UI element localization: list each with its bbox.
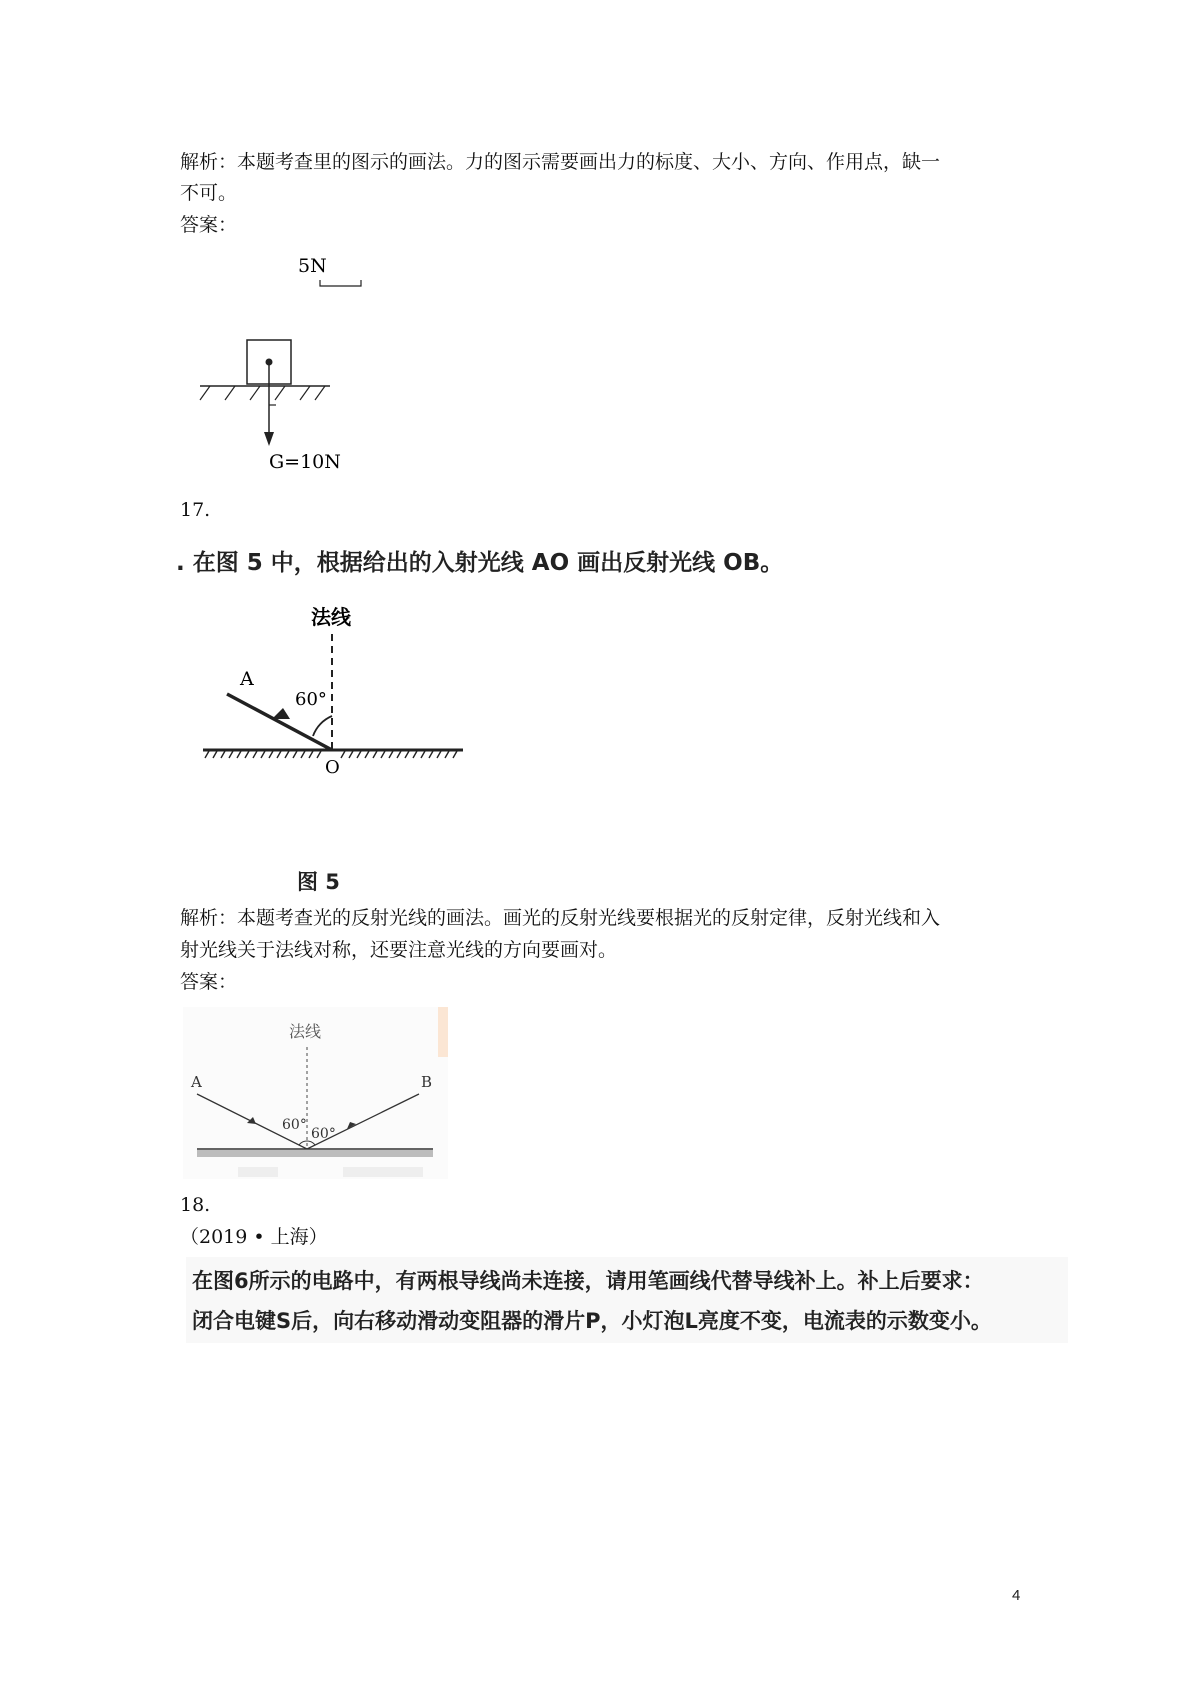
answer-normal-label: 法线 [289,1022,322,1041]
angle-label: 60° [295,689,327,710]
scale-bar [320,280,361,286]
scan-artifact [438,1007,448,1057]
figure-5-caption: 图 5 [297,870,340,894]
question-18-number: 18. [180,1194,211,1216]
question-17-prompt: . 在图 5 中，根据给出的入射光线 AO 画出反射光线 OB。 [176,550,784,576]
analysis-17-line1: 解析：本题考查光的反射光线的画法。画光的反射光线要根据光的反射定律，反射光线和入 [180,907,941,929]
answer-incident-arrowhead [247,1117,256,1124]
gravity-label: G=10N [269,451,341,473]
ground-hatching [200,386,325,400]
point-o-label: O [325,757,340,778]
answer-angle-right: 60° [311,1126,336,1142]
question-18-prompt-box [186,1257,1068,1343]
question-18-prompt-line2: 闭合电键S后，向右移动滑动变阻器的滑片P，小灯泡L亮度不变，电流表的示数变小。 [192,1309,992,1333]
force-diagram-figure [180,248,375,483]
answer-label-17: 答案： [180,971,238,993]
scale-label: 5N [298,255,327,277]
analysis-16-line1: 解析：本题考查里的图示的画法。力的图示需要画出力的标度、大小、方向、作用点，缺一 [180,151,941,173]
answer-point-a: A [191,1073,202,1091]
gravity-arrowhead [264,432,274,446]
angle-arc [313,716,332,736]
question-17-number: 17. [180,499,211,521]
analysis-16-line2: 不可。 [180,182,238,204]
reflection-question-figure [195,600,475,780]
reflection-answer-figure [183,1007,448,1179]
page-number: 4 [1012,1587,1021,1604]
question-18-prompt-line1: 在图6所示的电路中，有两根导线尚未连接，请用笔画线代替导线补上。补上后要求： [192,1269,984,1293]
analysis-17-line2: 射光线关于法线对称，还要注意光线的方向要画对。 [180,939,618,961]
answer-mirror-hatching [197,1150,433,1157]
scan-artifact-2 [238,1167,278,1177]
normal-label: 法线 [311,605,351,629]
question-18-source: （2019 • 上海） [180,1226,328,1248]
incident-arrowhead [272,708,290,719]
answer-point-b: B [421,1073,433,1091]
scan-artifact-3 [343,1167,423,1177]
answer-angle-left: 60° [282,1117,307,1133]
point-a-label: A [240,668,254,690]
answer-label-16: 答案： [180,214,238,236]
